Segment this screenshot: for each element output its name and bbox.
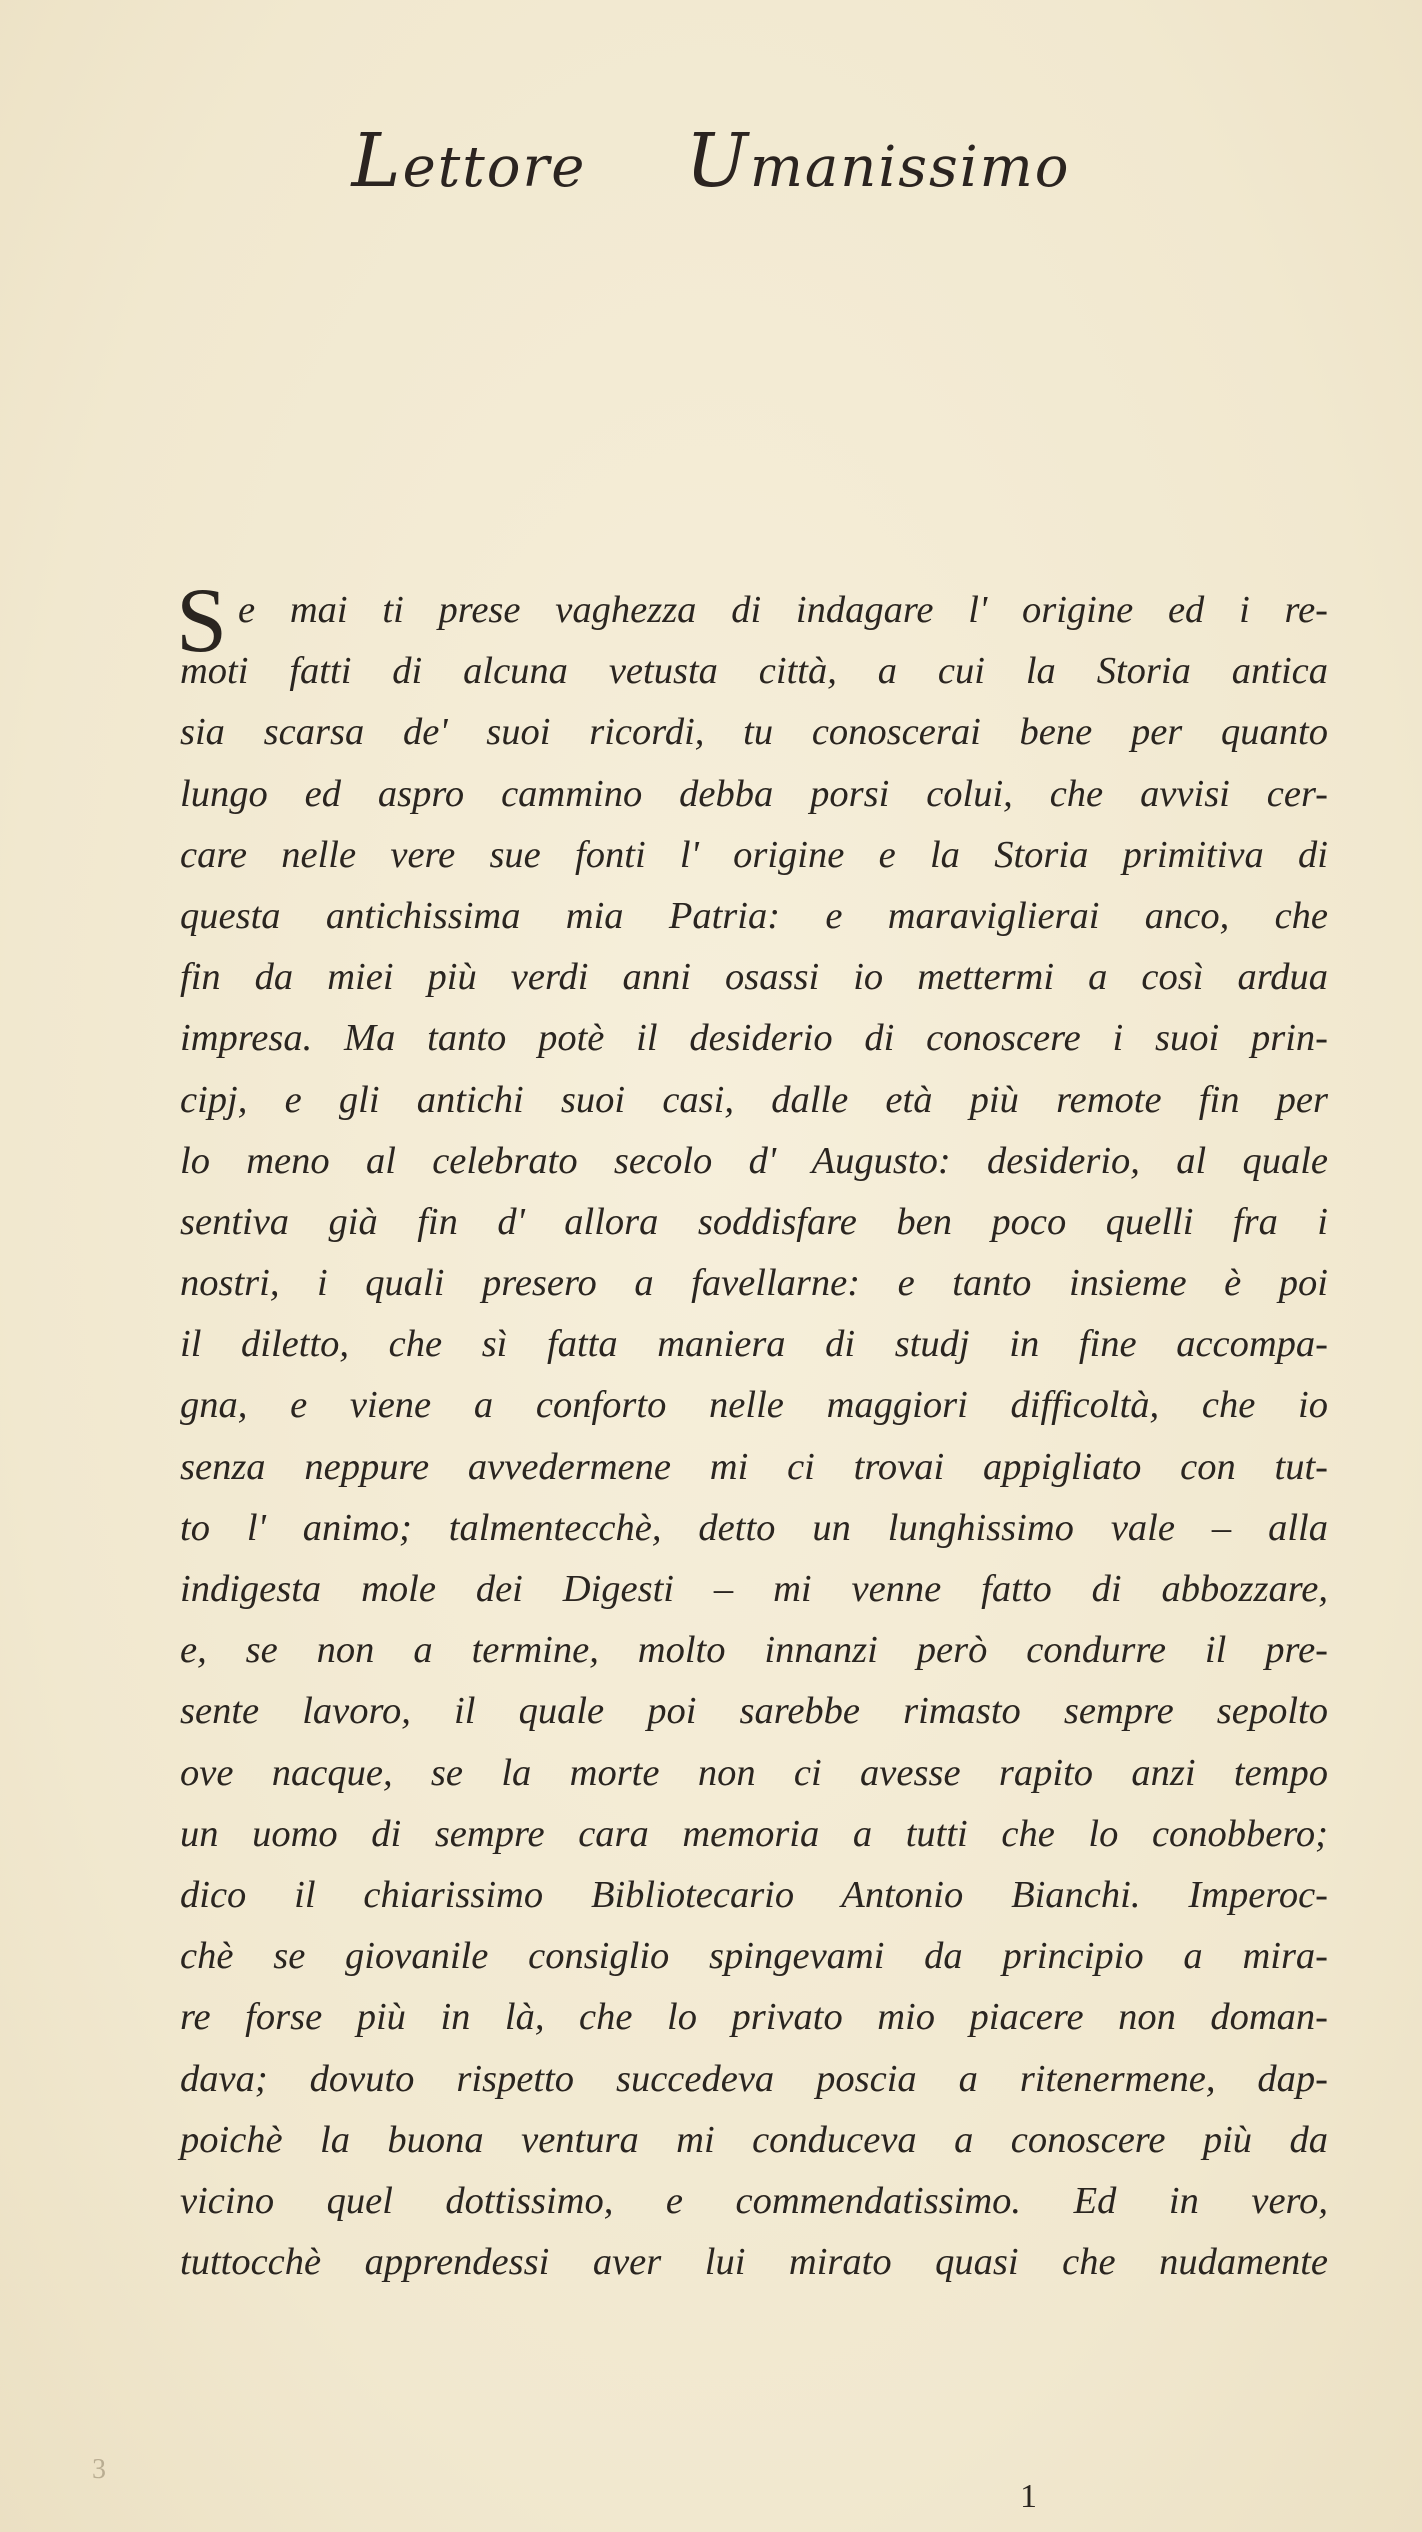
- heading-word-lettore: Lettore: [351, 118, 587, 204]
- text-line: sente lavoro, il quale poi sarebbe rimasto sempre sepolto: [180, 1690, 1328, 1733]
- text-line: tuttocchè apprendessi aver lui mirato quasi che nudamente: [180, 2241, 1328, 2284]
- text-line: impresa. Ma tanto potè il desiderio di conoscere i suoi prin-: [180, 1017, 1328, 1060]
- heading-word-lettore-rest: ettore: [402, 135, 587, 200]
- text-line: ove nacque, se la morte non ci avesse rapito anzi tempo: [180, 1751, 1328, 1794]
- text-line: moti fatti di alcuna vetusta città, a cui la Storia antica: [180, 650, 1328, 693]
- text-line: senza neppure avvedermene mi ci trovai appigliato con tut-: [180, 1445, 1328, 1488]
- text-line: dava; dovuto rispetto succedeva poscia a ritenermene, dap-: [180, 2057, 1328, 2100]
- body-text: [180, 580, 1328, 2293]
- text-line: cipj, e gli antichi suoi casi, dalle età più remote fin per: [180, 1078, 1328, 1121]
- text-line: poichè la buona ventura mi conduceva a conoscere più da: [180, 2118, 1328, 2161]
- text-line: questa antichissima mia Patria: e maraviglierai anco, che: [180, 894, 1328, 937]
- heading-word-umanissimo-rest: manissimo: [749, 135, 1071, 200]
- page-heading: [0, 118, 1422, 204]
- text-line: lo meno al celebrato secolo d' Augusto: desiderio, al quale: [180, 1139, 1328, 1182]
- text-line: to l' animo; talmentecchè, detto un lunghissimo vale – alla: [180, 1506, 1328, 1549]
- text-line: indigesta mole dei Digesti – mi venne fatto di abbozzare,: [180, 1568, 1328, 1610]
- text-line: sentiva già fin d' allora soddisfare ben poco quelli fra i: [180, 1200, 1328, 1243]
- text-line: e, se non a termine, molto innanzi però condurre il pre-: [180, 1629, 1328, 1672]
- text-line: fin da miei più verdi anni osassi io mettermi a così ardua: [180, 956, 1328, 999]
- text-line: e mai ti prese vaghezza di indagare l' origine ed i re-: [238, 589, 1328, 631]
- text-line: lungo ed aspro cammino debba porsi colui, che avvisi cer-: [180, 772, 1328, 815]
- text-line: nostri, i quali presero a favellarne: e tanto insieme è poi: [180, 1262, 1328, 1305]
- text-line: re forse più in là, che lo privato mio piacere non doman-: [180, 1996, 1328, 2039]
- text-line: il diletto, che sì fatta maniera di studj in fine accompa-: [180, 1323, 1328, 1366]
- text-line: gna, e viene a conforto nelle maggiori difficoltà, che io: [180, 1384, 1328, 1427]
- text-line: dico il chiarissimo Bibliotecario Antonio Bianchi. Imperoc-: [180, 1873, 1328, 1916]
- text-line: vicino quel dottissimo, e commendatissimo. Ed in vero,: [180, 2179, 1328, 2222]
- heading-word-umanissimo: Umanissimo: [685, 118, 1071, 204]
- stray-mark: 3: [92, 2454, 106, 2485]
- drop-cap: S: [176, 569, 228, 671]
- text-line: sia scarsa de' suoi ricordi, tu conoscerai bene per quanto: [180, 711, 1328, 754]
- text-line: un uomo di sempre cara memoria a tutti che lo conobbero;: [180, 1812, 1328, 1855]
- text-line: care nelle vere sue fonti l' origine e la Storia primitiva di: [180, 833, 1328, 876]
- text-line: chè se giovanile consiglio spingevami da principio a mira-: [180, 1935, 1328, 1978]
- page-number: 1: [1020, 2478, 1037, 2515]
